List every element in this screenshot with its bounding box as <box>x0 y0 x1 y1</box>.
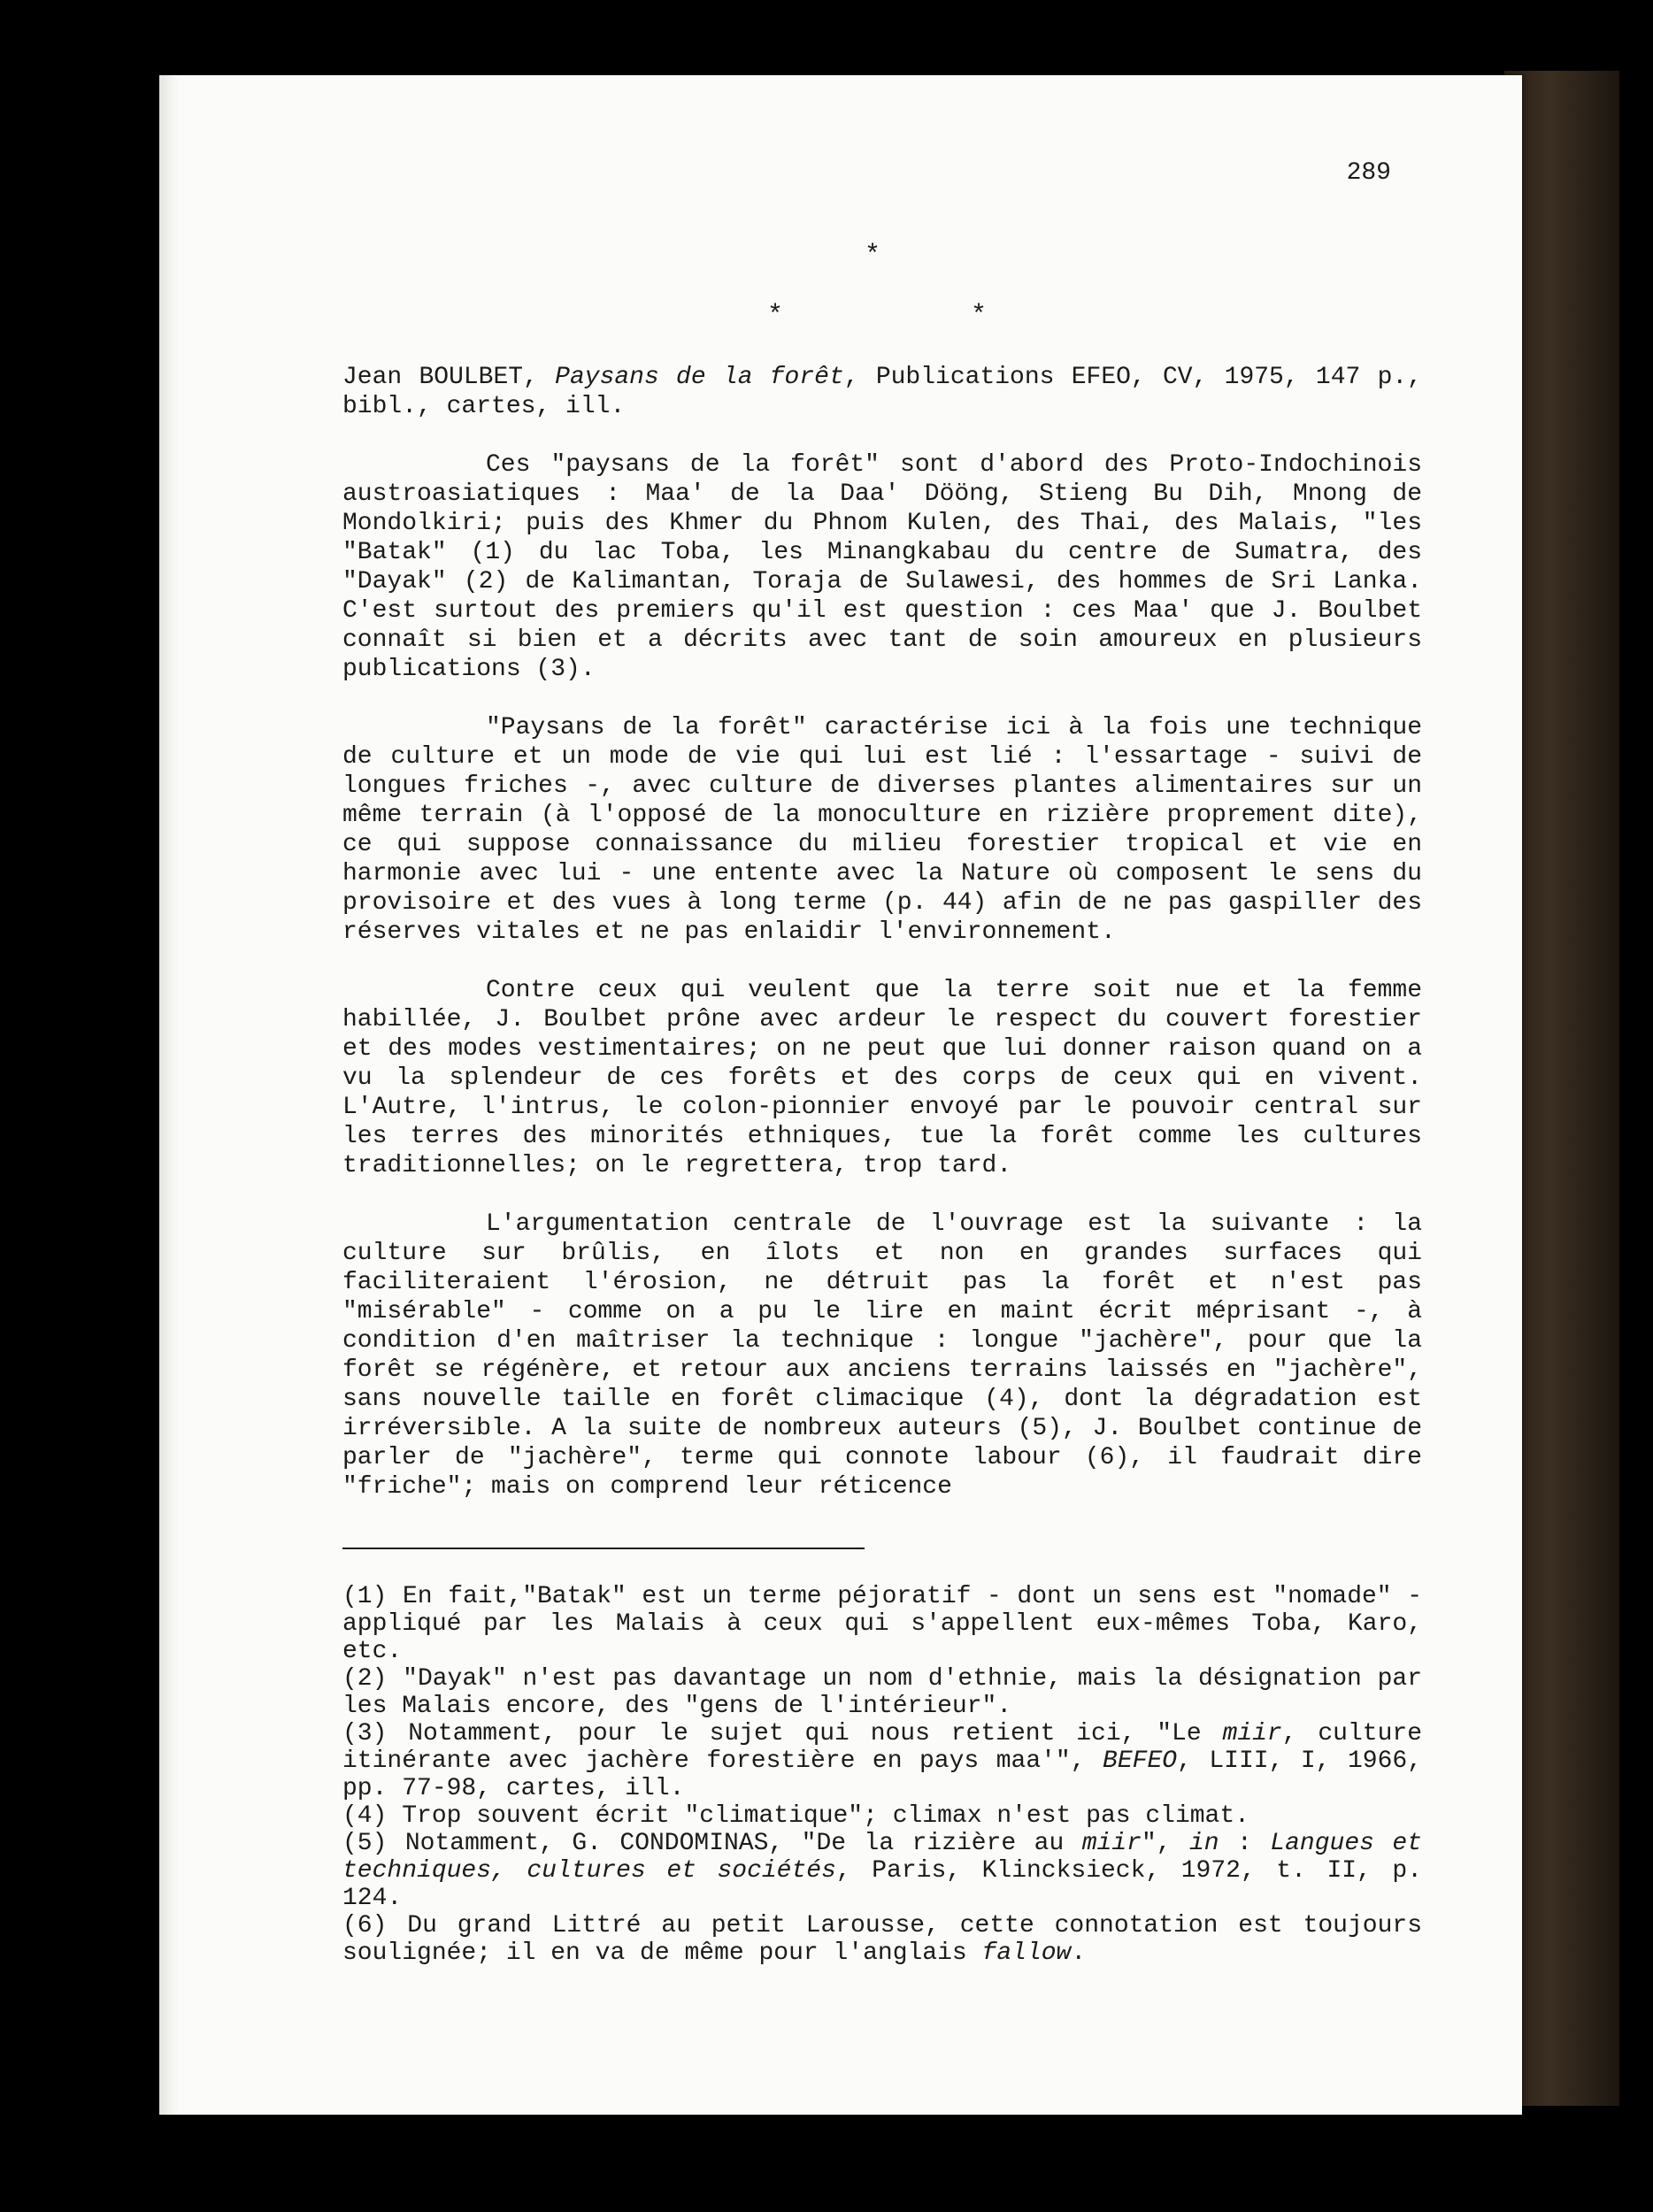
paragraph: L'argumentation centrale de l'ouvrage est la suivante : la culture sur brûlis, en îlots et non en grandes surfaces qui faciliteraient l'érosion, ne détruit pas la forêt et n'est pas "misérable" - comme on a pu le lire en maint écrit méprisant -, à condition d'en maîtriser la technique : longue "jachère", pour que la forêt se régénère, et retour aux anciens terrains laissés en "jachère", sans nouvelle taille en forêt climacique (4), dont la dégradation est irréversible. A la suite de nombreux auteurs (5), J. Boulbet continue de parler de "jachère", terme qui connote labour (6), il faudrait dire "friche"; mais on comprend leur réticence <box>342 1210 1422 1501</box>
reference-title: Paysans de la forêt <box>555 364 844 391</box>
footnote-divider <box>342 1548 865 1549</box>
book-reference <box>342 363 1422 421</box>
footnote-3: (3) Notamment, pour le sujet qui nous retient ici, "Le miir, culture itinérante avec jachère forestière en pays maa'", BEFEO, LIII, I, 1966, pp. 77-98, cartes, ill. <box>342 1720 1423 1802</box>
separator-star: * <box>971 301 988 331</box>
page-left-edge <box>159 75 179 2115</box>
footnote-2: (2) "Dayak" n'est pas davantage un nom d'ethnie, mais la désignation par les Malais encore, des "gens de l'intérieur". <box>342 1665 1422 1720</box>
footnote-6: (6) Du grand Littré au petit Larousse, cette connotation est toujours soulignée; il en va de même pour l'anglais fallow. <box>342 1912 1422 1967</box>
section-separator <box>342 159 1422 336</box>
separator-star: * <box>865 241 881 271</box>
page-number: 289 <box>1346 159 1391 187</box>
document-content <box>342 159 1422 1967</box>
footnotes <box>342 1583 1422 1967</box>
footnote-4: (4) Trop souvent écrit "climatique"; climax n'est pas climat. <box>342 1802 1249 1830</box>
paragraph: Ces "paysans de la forêt" sont d'abord des Proto-Indochinois austroasiatiques : Maa' de la Daa' Dööng, Stieng Bu Dih, Mnong de Mondolkiri; puis des Khmer du Phnom Kulen, des Thai, des Malais, "les "Batak" (1) du lac Toba, les Minangkabau du centre de Sumatra, des "Dayak" (2) de Kalimantan, Toraja de Sulawesi, des hommes de Sri Lanka. C'est surtout des premiers qu'il est question : ces Maa' que J. Boulbet connaît si bien et a décrits avec tant de soin amoureux en plusieurs publications (3). <box>342 451 1422 683</box>
reference-details: , Publications EFEO, CV, 1975, 147 p., bibl., cartes, ill. <box>342 364 1422 420</box>
footnote-5: (5) Notamment, G. CONDOMINAS, "De la rizière au miir", in : Langues et techniques, cultures et sociétés, Paris, Klincksieck, 1972, t. II, p. 124. <box>342 1830 1422 1912</box>
footnote-1: (1) En fait,"Batak" est un terme péjoratif - dont un sens est "nomade" - appliqué par les Malais à ceux qui s'appellent eux-mêmes Toba, Karo, etc. <box>342 1583 1422 1665</box>
paragraph: Contre ceux qui veulent que la terre soit nue et la femme habillée, J. Boulbet prône avec ardeur le respect du couvert forestier et des modes vestimentaires; on ne peut que lui donner raison quand on a vu la splendeur de ces forêts et des corps de ceux qui en vivent. L'Autre, l'intrus, le colon-pionnier envoyé par le pouvoir central sur les terres des minorités ethniques, tue la forêt comme les cultures traditionnelles; on le regrettera, trop tard. <box>342 977 1422 1179</box>
paragraph: "Paysans de la forêt" caractérise ici à la fois une technique de culture et un mode de vie qui lui est lié : l'essartage - suivi de longues friches -, avec culture de diverses plantes alimentaires sur un même terrain (à l'opposé de la monoculture en rizière proprement dite), ce qui suppose connaissance du milieu forestier tropical et vie en harmonie avec lui - une entente avec la Nature où composent le sens du provisoire et des vues à long terme (p. 44) afin de ne pas gaspiller des réserves vitales et ne pas enlaidir l'environnement. <box>342 714 1422 946</box>
reference-author: Jean BOULBET, <box>342 364 556 391</box>
separator-star: * <box>767 301 784 331</box>
